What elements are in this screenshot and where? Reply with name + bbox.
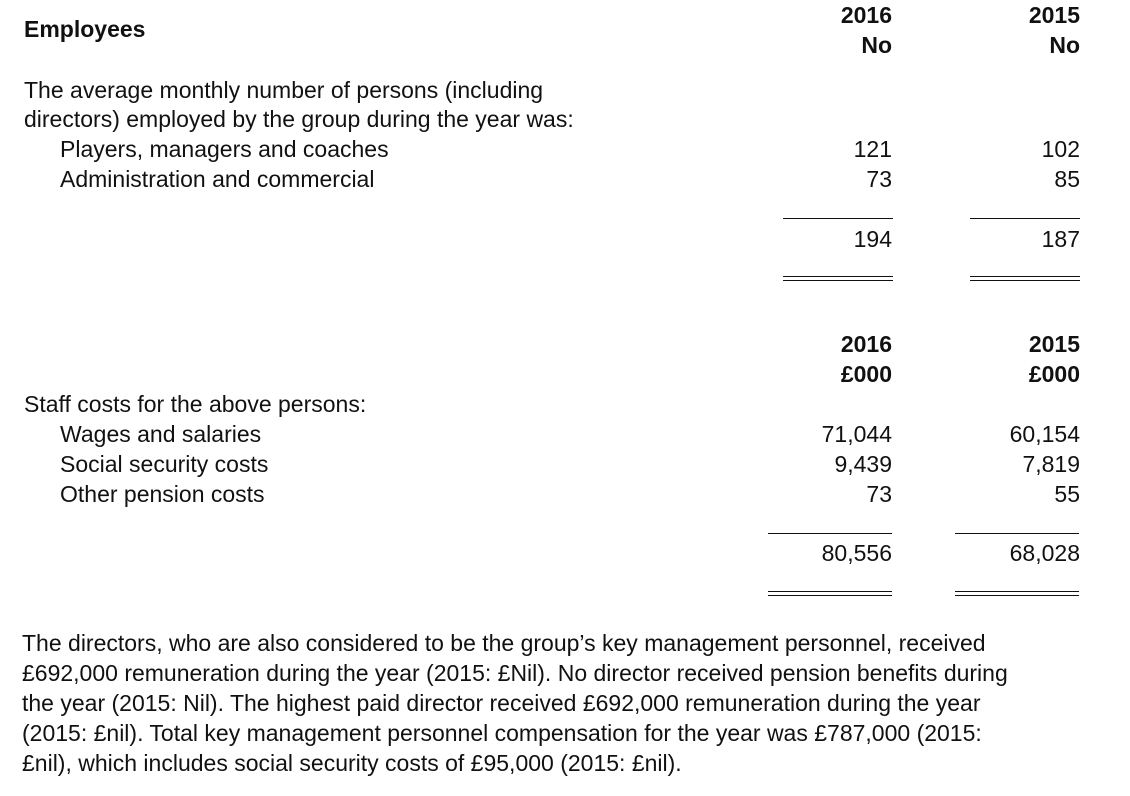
total-double-rule-2016 <box>783 276 893 281</box>
costs-total-2016: 80,556 <box>821 540 892 566</box>
row-value-2016-social-security: 9,439 <box>834 451 892 477</box>
directors-note-line2: £692,000 remuneration during the year (2015: £Nil). No director received pension benefits during <box>22 660 1008 686</box>
employees-total-2016: 194 <box>853 226 892 252</box>
row-value-2016-pension: 73 <box>866 481 892 507</box>
row-label-social-security: Social security costs <box>60 451 269 477</box>
costs-double-rule-2015 <box>955 591 1079 596</box>
row-value-2015-pension: 55 <box>1054 481 1080 507</box>
subtotal-rule-2016 <box>783 218 893 219</box>
row-label-players: Players, managers and coaches <box>60 136 389 162</box>
directors-note-line5: £nil), which includes social security costs of £95,000 (2015: £nil). <box>22 750 682 776</box>
row-value-2016-players: 121 <box>853 136 892 162</box>
employees-heading: Employees <box>24 16 146 42</box>
total-double-rule-2015 <box>970 276 1080 281</box>
col-2015-year: 2015 <box>1028 2 1080 28</box>
row-value-2015-players: 102 <box>1041 136 1080 162</box>
directors-note-line4: (2015: £nil). Total key management personnel compensation for the year was £787,000 (2015: <box>22 720 982 746</box>
employees-intro-line2: directors) employed by the group during the year was: <box>24 106 574 132</box>
employees-intro-line1: The average monthly number of persons (including <box>24 77 544 103</box>
staff-costs-intro: Staff costs for the above persons: <box>24 391 367 417</box>
col-2015-unit: No <box>1049 32 1080 58</box>
row-label-wages: Wages and salaries <box>60 421 262 447</box>
costs-total-2015: 68,028 <box>1009 540 1080 566</box>
costs-subtotal-rule-2015 <box>955 533 1079 534</box>
row-value-2016-wages: 71,044 <box>821 421 892 447</box>
costs-col-2016-year: 2016 <box>840 331 892 357</box>
row-label-pension: Other pension costs <box>60 481 265 507</box>
costs-subtotal-rule-2016 <box>768 533 892 534</box>
col-2016-year: 2016 <box>840 2 892 28</box>
directors-note-line3: the year (2015: Nil). The highest paid director received £692,000 remuneration during the year <box>22 690 981 716</box>
costs-col-2015-unit: £000 <box>1028 361 1080 387</box>
costs-col-2015-year: 2015 <box>1028 331 1080 357</box>
row-value-2016-administration: 73 <box>866 166 892 192</box>
col-2016-unit: No <box>861 32 892 58</box>
directors-note-line1: The directors, who are also considered to be the group’s key management personnel, received <box>22 630 986 656</box>
row-value-2015-wages: 60,154 <box>1009 421 1080 447</box>
row-label-administration: Administration and commercial <box>60 166 375 192</box>
costs-double-rule-2016 <box>768 591 892 596</box>
subtotal-rule-2015 <box>970 218 1080 219</box>
row-value-2015-administration: 85 <box>1054 166 1080 192</box>
costs-col-2016-unit: £000 <box>840 361 892 387</box>
row-value-2015-social-security: 7,819 <box>1022 451 1080 477</box>
employees-total-2015: 187 <box>1041 226 1080 252</box>
